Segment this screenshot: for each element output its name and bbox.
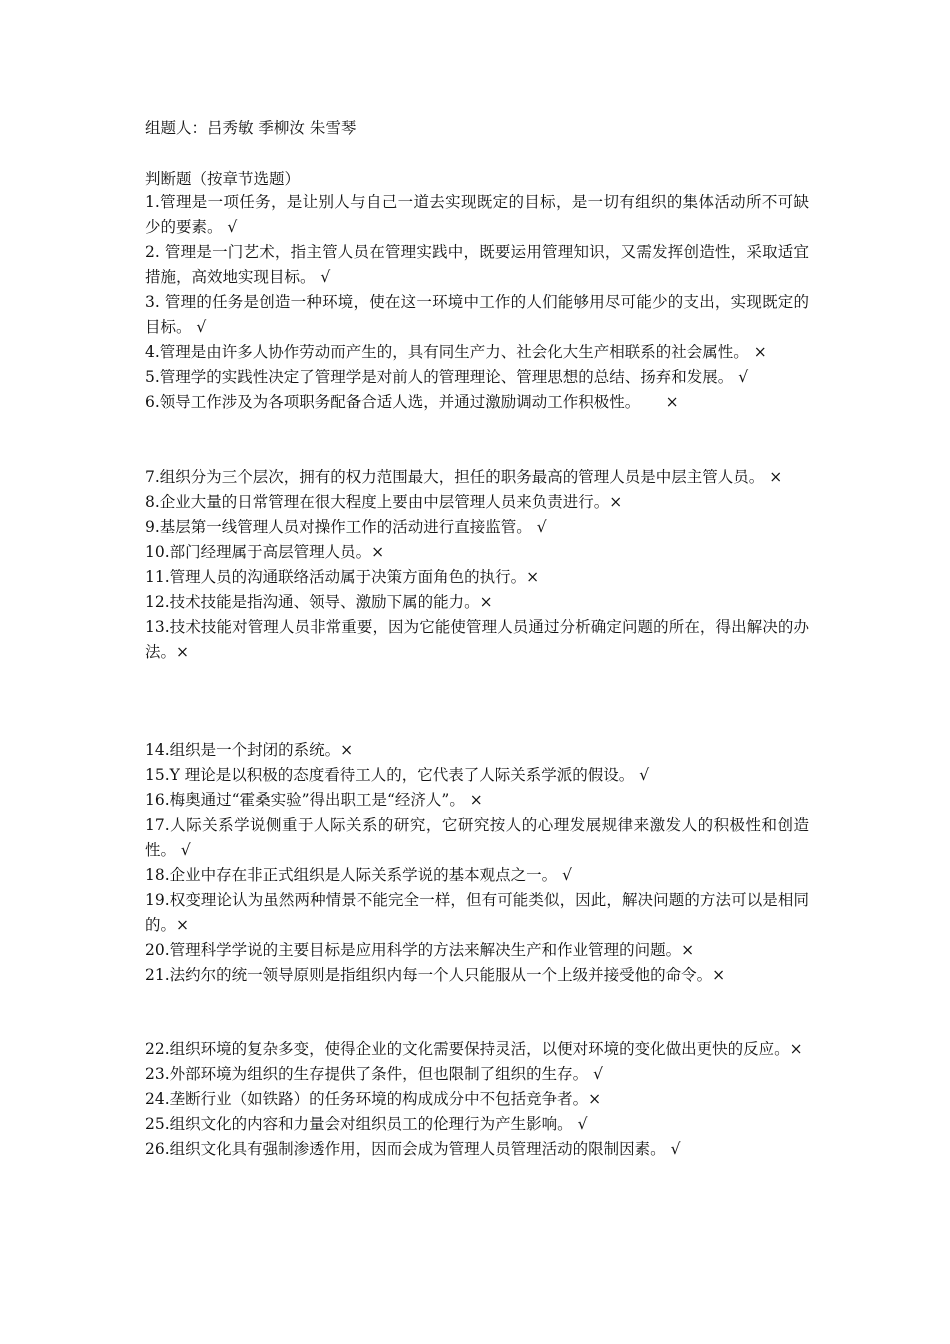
question-item: 25.组织文化的内容和力量会对组织员工的伦理行为产生影响。 √ bbox=[145, 1115, 588, 1133]
question-item: 6.领导工作涉及为各项职务配备合适人选，并通过激励调动工作积极性。 × bbox=[145, 393, 679, 411]
question-item: 13.技术技能对管理人员非常重要，因为它能使管理人员通过分析确定问题的所在，得出解决的办法。× bbox=[145, 618, 809, 661]
question-item: 26.组织文化具有强制渗透作用，因而会成为管理人员管理活动的限制因素。 √ bbox=[145, 1140, 681, 1158]
question-item: 12.技术技能是指沟通、领导、激励下属的能力。× bbox=[145, 593, 493, 611]
section-heading: 判断题（按章节选题） bbox=[145, 170, 301, 188]
question-item: 16.梅奥通过“霍桑实验”得出职工是“经济人”。 × bbox=[145, 791, 483, 809]
question-item: 20.管理科学学说的主要目标是应用科学的方法来解决生产和作业管理的问题。× bbox=[145, 941, 695, 959]
question-item: 2. 管理是一门艺术，指主管人员在管理实践中，既要运用管理知识，又需发挥创造性，采取适宜措施，高效地实现目标。 √ bbox=[145, 243, 809, 286]
question-group-1 bbox=[145, 190, 809, 415]
question-item: 19.权变理论认为虽然两种情景不能完全一样，但有可能类似，因此，解决问题的方法可以是相同的。× bbox=[145, 891, 809, 934]
question-item: 10.部门经理属于高层管理人员。× bbox=[145, 543, 385, 561]
question-item: 14.组织是一个封闭的系统。× bbox=[145, 741, 354, 759]
question-item: 17.人际关系学说侧重于人际关系的研究，它研究按人的心理发展规律来激发人的积极性和创造性。 √ bbox=[145, 816, 809, 859]
question-item: 1.管理是一项任务，是让别人与自己一道去实现既定的目标，是一切有组织的集体活动所不可缺少的要素。 √ bbox=[145, 193, 809, 236]
question-item: 24.垄断行业（如铁路）的任务环境的构成成分中不包括竞争者。× bbox=[145, 1090, 602, 1108]
author-line: 组题人：吕秀敏 季柳汝 朱雪琴 bbox=[145, 119, 357, 137]
question-item: 11.管理人员的沟通联络活动属于决策方面角色的执行。× bbox=[145, 568, 540, 586]
question-group-2 bbox=[145, 465, 809, 665]
question-item: 8.企业大量的日常管理在很大程度上要由中层管理人员来负责进行。× bbox=[145, 493, 623, 511]
question-item: 9.基层第一线管理人员对操作工作的活动进行直接监管。 √ bbox=[145, 518, 547, 536]
question-group-4 bbox=[145, 1037, 809, 1162]
question-item: 18.企业中存在非正式组织是人际关系学说的基本观点之一。 √ bbox=[145, 866, 572, 884]
question-item: 15.Y 理论是以积极的态度看待工人的，它代表了人际关系学派的假设。 √ bbox=[145, 766, 650, 784]
question-item: 5.管理学的实践性决定了管理学是对前人的管理理论、管理思想的总结、扬弃和发展。 √ bbox=[145, 368, 749, 386]
question-item: 23.外部环境为组织的生存提供了条件，但也限制了组织的生存。 √ bbox=[145, 1065, 603, 1083]
question-item: 7.组织分为三个层次，拥有的权力范围最大，担任的职务最高的管理人员是中层主管人员。 × bbox=[145, 468, 783, 486]
question-item: 4.管理是由许多人协作劳动而产生的，具有同生产力、社会化大生产相联系的社会属性。 × bbox=[145, 343, 767, 361]
question-item: 21.法约尔的统一领导原则是指组织内每一个人只能服从一个上级并接受他的命令。× bbox=[145, 966, 726, 984]
question-item: 22.组织环境的复杂多变，使得企业的文化需要保持灵活，以便对环境的变化做出更快的反应。× bbox=[145, 1040, 803, 1058]
question-group-3 bbox=[145, 738, 809, 988]
question-item: 3. 管理的任务是创造一种环境，使在这一环境中工作的人们能够用尽可能少的支出，实现既定的目标。 √ bbox=[145, 293, 809, 336]
